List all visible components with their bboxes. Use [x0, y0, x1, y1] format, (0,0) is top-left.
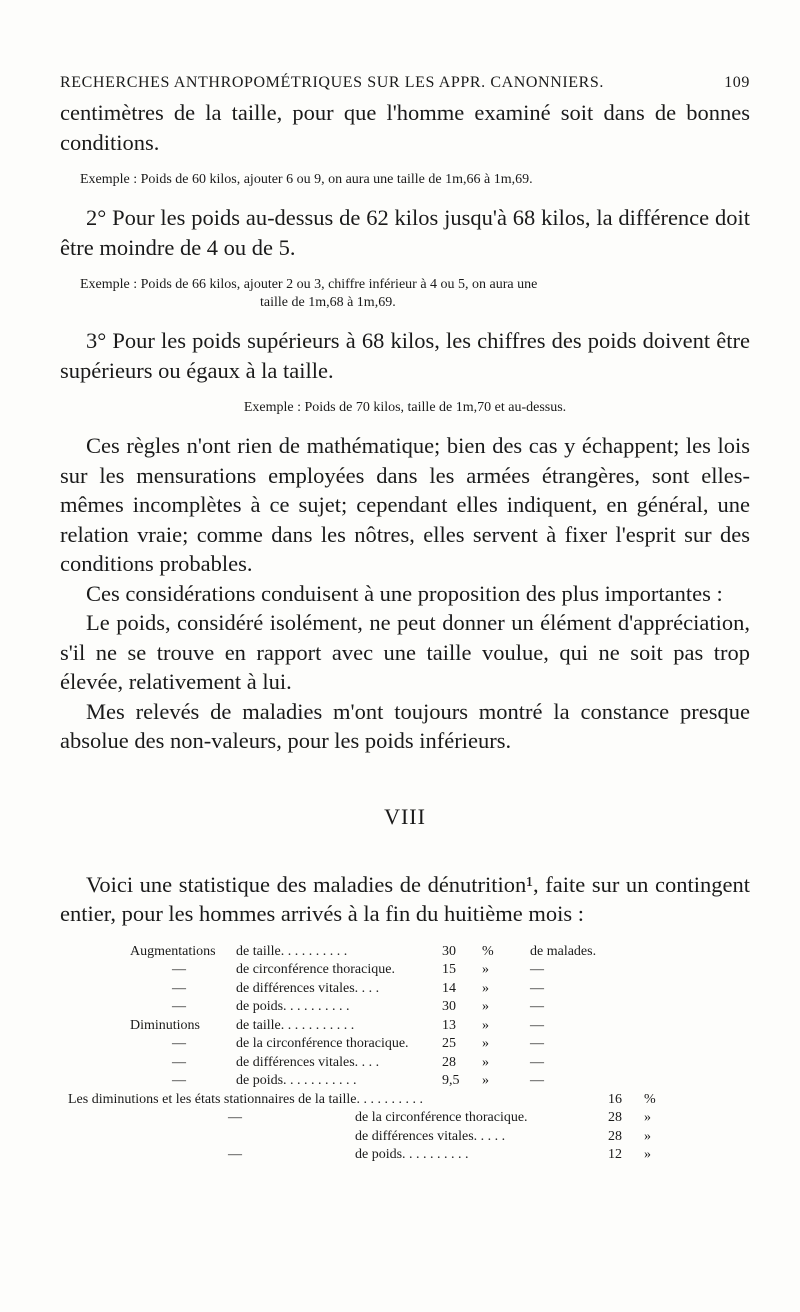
stat-extra: —	[530, 1017, 544, 1033]
stat-value: 30	[442, 999, 456, 1014]
stat-unit: »	[644, 1147, 651, 1162]
stat-value: 14	[442, 980, 456, 996]
book-page	[60, 74, 750, 1165]
stat-label: de taille. . . . . . . . . . .	[236, 1017, 355, 1033]
stat-row	[60, 980, 750, 999]
paragraph-2: 2° Pour les poids au-dessus de 62 kilos jusqu'à 68 kilos, la différence doit être moindre de 4 ou de 5.	[60, 205, 750, 260]
stat-value: 9,5	[442, 1073, 460, 1088]
page-number: 109	[724, 74, 750, 91]
section-title: VIII	[384, 803, 426, 829]
stat-row	[60, 1072, 750, 1091]
stat-group: Augmentations	[130, 943, 216, 959]
stat-row	[60, 961, 750, 980]
paragraph-4: Ces règles n'ont rien de mathématique; bien des cas y échappent; les lois sur les mensurations employées dans les armées étrangères, sont elles-mêmes incomplètes à ce sujet; cependant elles indiquent, en général, une relation vraie; comme dans les nôtres, elles servent à fixer l'esprit sur des conditions probables.	[60, 433, 750, 576]
stat-value: 15	[442, 962, 456, 977]
stat-group: —	[228, 1110, 242, 1125]
stat-group: —	[172, 999, 186, 1014]
stat-extra: de malades.	[530, 943, 597, 959]
stat-group: —	[172, 1054, 186, 1070]
running-header	[60, 74, 750, 92]
stat-unit: »	[482, 1073, 489, 1088]
stat-extra: —	[530, 1073, 544, 1088]
stat-value: 30	[442, 943, 456, 959]
stat-unit: »	[644, 1128, 651, 1144]
stat-group: —	[172, 962, 186, 977]
stat-label: de poids. . . . . . . . . .	[355, 1147, 469, 1162]
statistics-intro: Voici une statistique des maladies de dénutrition¹, faite sur un contingent entier, pour les hommes arrivés à la fin du huitième mois :	[60, 871, 750, 926]
stat-row-summary	[60, 1146, 750, 1165]
paragraph-6: Le poids, considéré isolément, ne peut donner un élément d'appréciation, s'il ne se trouve en rapport avec une taille voulue, qui ne soit pas trop élevée, relativement à lui.	[60, 610, 750, 694]
paragraph-1: centimètres de la taille, pour que l'homme examiné soit dans de bonnes conditions.	[60, 100, 750, 155]
paragraph-5: Ces considérations conduisent à une proposition des plus importantes :	[86, 580, 723, 606]
example-2-line-2: taille de 1m,68 à 1m,69.	[260, 295, 396, 310]
stat-group: —	[172, 980, 186, 996]
stat-extra: —	[530, 1036, 544, 1051]
stat-value: 28	[442, 1054, 456, 1070]
stat-value: 28	[608, 1110, 622, 1125]
paragraph-3: 3° Pour les poids supérieurs à 68 kilos, les chiffres des poids doivent être supérieurs ou égaux à la taille.	[60, 328, 750, 383]
stat-row	[60, 998, 750, 1017]
stat-value: 28	[608, 1128, 622, 1144]
stat-unit: %	[482, 943, 494, 959]
stat-unit: »	[482, 1054, 489, 1070]
stat-label: de la circonférence thoracique.	[236, 1036, 409, 1051]
stat-row-summary	[60, 1128, 750, 1147]
stat-extra: —	[530, 1054, 544, 1070]
stat-value: 13	[442, 1017, 456, 1033]
paragraph-7: Mes relevés de maladies m'ont toujours montré la constance presque absolue des non-valeurs, pour les poids inférieurs.	[60, 698, 750, 753]
stat-extra: —	[530, 980, 544, 996]
stat-group: —	[228, 1147, 242, 1162]
example-2-line-1: Exemple : Poids de 66 kilos, ajouter 2 ou 3, chiffre inférieur à 4 ou 5, on aura une	[80, 277, 538, 292]
stat-extra: —	[530, 999, 544, 1014]
stat-unit: »	[482, 1017, 489, 1033]
example-1: Exemple : Poids de 60 kilos, ajouter 6 ou 9, on aura une taille de 1m,66 à 1m,69.	[80, 172, 533, 187]
stat-value: 16	[608, 1091, 622, 1107]
stat-label: de taille. . . . . . . . . .	[236, 943, 348, 959]
stat-row	[60, 1017, 750, 1036]
stat-group: Diminutions	[130, 1017, 201, 1033]
stat-extra: —	[530, 962, 544, 977]
stat-group: —	[172, 1073, 186, 1088]
stat-label: de différences vitales. . . . .	[355, 1128, 506, 1144]
stat-unit: %	[644, 1091, 656, 1107]
stat-label: de poids. . . . . . . . . . .	[236, 1073, 357, 1088]
stat-unit: »	[482, 962, 489, 977]
stat-row	[60, 1054, 750, 1073]
stat-label: de différences vitales. . . .	[236, 980, 380, 996]
stat-value: 25	[442, 1036, 456, 1051]
stat-unit: »	[482, 980, 489, 996]
stat-label: de poids. . . . . . . . . .	[236, 999, 350, 1014]
stat-row	[60, 943, 750, 962]
stat-unit: »	[482, 1036, 489, 1051]
stat-row	[60, 1035, 750, 1054]
stat-group: —	[172, 1036, 186, 1051]
statistics-table	[60, 943, 750, 1165]
stat-label: de circonférence thoracique.	[236, 962, 395, 977]
example-3: Exemple : Poids de 70 kilos, taille de 1m,70 et au-dessus.	[243, 400, 567, 415]
stat-group: Les diminutions et les états stationnaires de la taille. . . . . . . . . .	[68, 1091, 423, 1107]
stat-label: de différences vitales. . . .	[236, 1054, 380, 1070]
stat-unit: »	[644, 1110, 651, 1125]
stat-unit: »	[482, 999, 489, 1014]
stat-value: 12	[608, 1147, 622, 1162]
stat-row-summary	[60, 1091, 750, 1110]
stat-row-summary	[60, 1109, 750, 1128]
stat-label: de la circonférence thoracique.	[355, 1110, 528, 1125]
running-title: RECHERCHES ANTHROPOMÉTRIQUES SUR LES APPR. CANONNIERS.	[60, 74, 605, 91]
